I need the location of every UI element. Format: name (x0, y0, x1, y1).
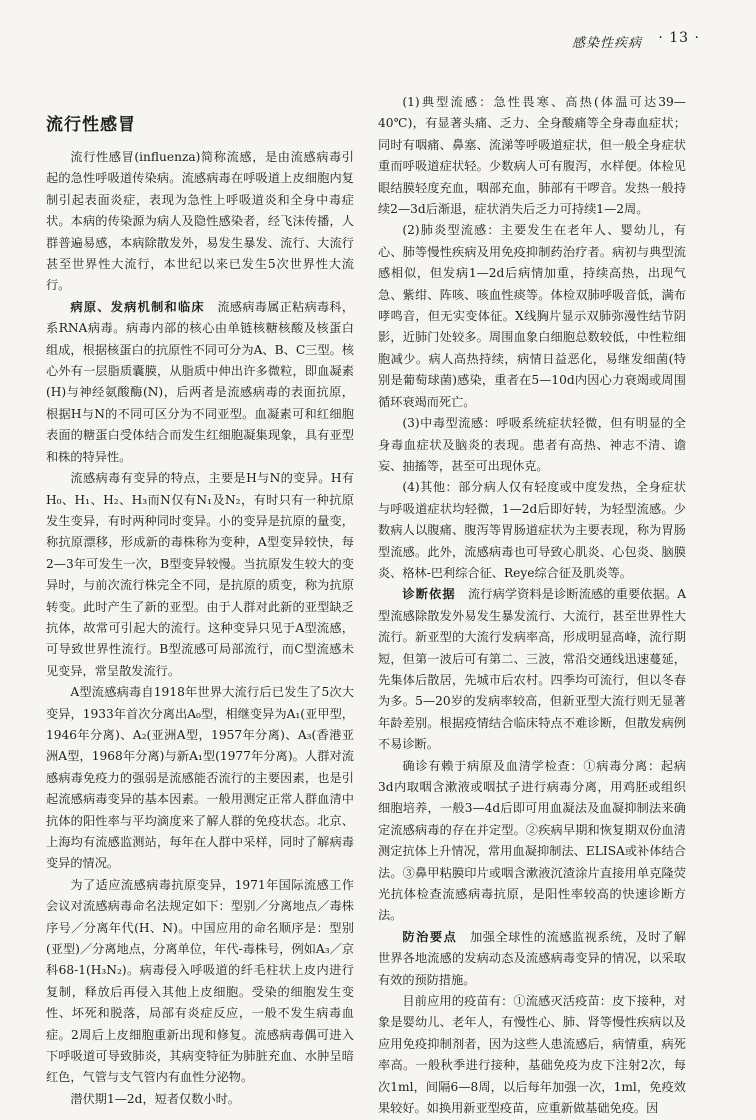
paragraph-text: A型流感病毒自1918年世界大流行后已发生了5次大变异，1933年首次分离出A₀型，相继变异为A₁(亚甲型，1946年分离)、A₂(亚洲A型，1957年分离)、A₃(香港亚洲A型，1968年分离)与新A₁型(1977年分离)。人群对流感病毒免疫力的强弱是流感能否流行的主要因素，也是引起流感病毒变异的基本因素。一般用测定正常人群血清中抗体的阳性率与平均滴度来了解人群的免疫状态。北京、上海均有流感监测站，每年在人群中采样，同时了解病毒变异的情况。 (46, 685, 354, 871)
running-header (0, 28, 700, 52)
paragraph (378, 584, 686, 755)
paragraph-text: 目前应用的疫苗有：①流感灭活疫苗：皮下接种，对象是婴幼儿、老年人，有慢性心、肺、肾等慢性疾病以及应用免疫抑制剂者，因为这些人患流感后，病情重，病死率高。一般秋季进行接种，基础免疫为皮下注射2次，每次1ml，间隔6—8周，以后每年加强一次，1ml，免疫效果较好。如换用新亚型疫苗，应重新做基础免疫。因 (378, 994, 686, 1116)
paragraph (46, 1089, 354, 1110)
paragraph-text: 确诊有赖于病原及血清学检查：①病毒分离：起病3d内取咽含漱液或咽拭子进行病毒分离，用鸡胚或组织细胞培养，一般3—4d后即可用血凝法及血凝抑制法来确定流感病毒的存在并定型。②疾病早期和恢复期双份血清测定抗体上升情况，常用血凝抑制法、ELISA或补体结合法。③鼻甲粘膜印片或咽含漱液沉渣涂片直接用单克隆荧光抗体检查流感病毒抗原，是阳性率较高的快速诊断方法。 (378, 758, 686, 923)
paragraph (378, 927, 686, 991)
section-title: 感染性疾病 (571, 36, 642, 51)
paragraph-text: (1)典型流感：急性畏寒、高热(体温可达39—40℃)，有显著头痛、乏力、全身酸痛等全身毒血症状；同时有咽痛、鼻塞、流涕等呼吸道症状，但一般全身症状重而呼吸道症状轻。少数病人可有腹泻，水样便。体检见眼结膜轻度充血，咽部充血，肺部有干啰音。发热一般持续2—3d后渐退，症状消失后乏力可持续1—2周。 (378, 95, 686, 217)
paragraph (46, 468, 354, 682)
paragraph (378, 477, 686, 584)
paragraph-text: 流行性感冒(influenza)简称流感，是由流感病毒引起的急性呼吸道传染病。流感病毒在呼吸道上皮细胞内复制引起表面炎症，表现为急性上呼吸道炎和全身中毒症状。本病的传染源为病人及隐性感染者，经飞沫传播，人群普遍易感，本病除散发外，易发生暴发、流行、大流行甚至世界性大流行，本世纪以来已发生5次世界性大流行。 (46, 150, 354, 293)
paragraph-text: 流感病毒属正粘病毒科，系RNA病毒。病毒内部的核心由单链核糖核酸及核蛋白组成，根据核蛋白的抗原性不同可分为A、B、C三型。核心外有一层脂质囊膜，从脂质中伸出许多微粒，即血凝素(H)与神经氨酸酶(N)，后两者是流感病毒的表面抗原，根据H与N的不同可区分为不同亚型。血凝素可和红细胞表面的糖蛋白受体结合而发生红细胞凝集现象，具有亚型和株的特异性。 (46, 299, 355, 464)
paragraph (378, 756, 686, 927)
paragraph (378, 413, 686, 477)
paragraph-text: 流行病学资料是诊断流感的重要依据。A型流感除散发外易发生暴发流行、大流行，甚至世界性大流行。新亚型的大流行发病率高，形成明显高峰，流行期短，但第一波后可有第二、三波，常沿交通线迅速蔓延，先集体后散居，先城市后农村。四季均可流行，但以冬春为多。5—20岁的发病率较高，但新亚型大流行则无显著年龄差别。根据疫情结合临床特点不难诊断，但散发病例不易诊断。 (378, 587, 687, 752)
article-title: 流行性感冒 (46, 115, 136, 135)
paragraph-text: 加强全球性的流感监视系统，及时了解世界各地流感的发病动态及流感病毒变异的情况，以采取有效的预防措施。 (378, 929, 686, 987)
paragraph-text: 为了适应流感病毒抗原变异，1971年国际流感工作会议对流感病毒命名法规定如下：型别／分离地点／毒株序号／分离年代(H、N)。中国应用的命名顺序是：型别(亚型)／分离地点，分离单位，年代-毒株号，例如A₃／京科68-1(H₃N₂)。病毒侵入呼吸道的纤毛柱状上皮内进行复制，释放后再侵入其他上皮细胞。受染的细胞发生变性、坏死和脱落，局部有炎症反应，一般不发生病毒血症。2周后上皮细胞重新出现和修复。流感病毒偶可进入下呼吸道可导致肺炎，其病变特征为肺脏充血、水肿呈暗红色，气管与支气管内有血性分泌物。 (46, 877, 354, 1085)
section-heading-prevention: 防治要点 (402, 929, 458, 944)
paragraph (46, 147, 354, 297)
page-number: · 13 · (658, 30, 700, 46)
paragraph-text: 潜伏期1—2d，短者仅数小时。 (70, 1091, 240, 1106)
paragraph (378, 92, 686, 220)
paragraph (46, 682, 354, 875)
section-heading-pathogen: 病原、发病机制和临床 (70, 299, 205, 314)
right-column (378, 92, 686, 1120)
paragraph-text: 流感病毒有变异的特点，主要是H与N的变异。H有H₀、H₁、H₂、H₃而N仅有N₁及N₂，有时只有一种抗原发生变异，有时两种同时变异。小的变异是抗原的量变，称抗原漂移，形成新的毒株称为变种，A型变异较快，每2—3年可发生一次，B型变异较慢。当抗原发生较大的变异时，与前次流行株完全不同，是抗原的质变，称为抗原转变。此时产生了新的亚型。由于人群对此新的亚型缺乏抗体，故常可引起大的流行。这种变异只见于A型流感，可导致世界性流行。B型流感可局部流行，而C型流感未见变异，常呈散发流行。 (46, 471, 354, 678)
section-heading-diagnosis: 诊断依据 (402, 587, 456, 602)
paragraph-text: (4)其他：部分病人仅有轻度或中度发热，全身症状与呼吸道症状均轻微，1—2d后即好转，为轻型流感。少数病人以腹痛、腹泻等胃肠道症状为主要表现，称为胃肠型流感。此外，流感病毒也可导致心肌炎、心包炎、脑膜炎、格林-巴利综合征、Reye综合征及肌炎等。 (378, 480, 686, 580)
paragraph-text: (2)肺炎型流感：主要发生在老年人、婴幼儿，有心、肺等慢性疾病及用免疫抑制药治疗者。病初与典型流感相似，但发病1—2d后病情加重，持续高热，出现气急、紫绀、阵咳、咳血性痰等。体检双肺呼吸音低，满布哮鸣音，但无实变体征。X线胸片显示双肺弥漫性结节阴影，近肺门处较多。周围血象白细胞总数较低，中性粒细胞减少。病人高热持续，病情日益恶化，易继发细菌(特别是葡萄球菌)感染，重者在5—10d内因心力衰竭或周围循环衰竭而死亡。 (378, 223, 686, 409)
paragraph (46, 875, 354, 1089)
paragraph-text: (3)中毒型流感：呼吸系统症状轻微，但有明显的全身毒血症状及脑炎的表现。患者有高热、神志不清、谵妄、抽搐等，甚至可出现休克。 (378, 416, 686, 473)
paragraph (46, 297, 354, 468)
paragraph (378, 991, 686, 1119)
paragraph (378, 220, 686, 413)
left-column (46, 113, 354, 1110)
